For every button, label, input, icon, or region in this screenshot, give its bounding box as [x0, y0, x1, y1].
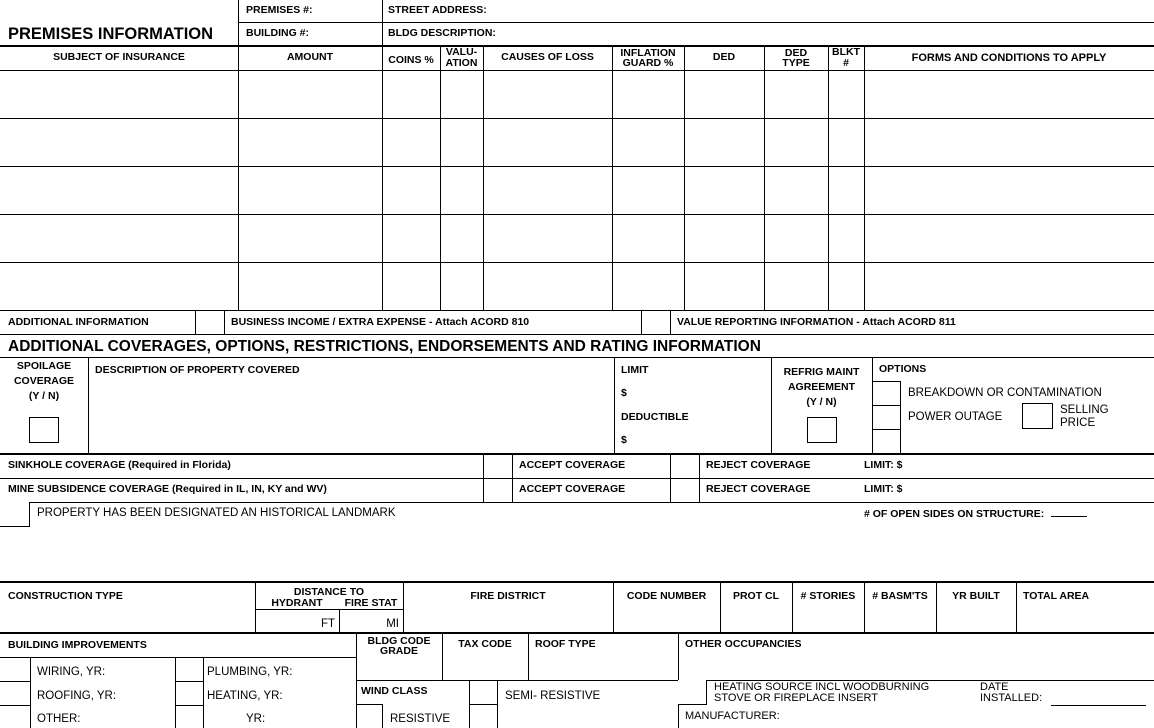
building-number-label: BUILDING #:: [246, 27, 309, 39]
divider: [684, 46, 685, 310]
divider: [469, 704, 497, 705]
bldg-code-label-2: GRADE: [380, 645, 418, 657]
divider: [0, 581, 1154, 583]
mine-reject-label: REJECT COVERAGE: [706, 483, 811, 495]
divider: [864, 46, 865, 310]
manufacturer-label: MANUFACTURER:: [685, 710, 780, 722]
tax-code-label: TAX CODE: [458, 638, 512, 650]
heating-source-checkbox[interactable]: [678, 680, 707, 705]
divider: [0, 705, 30, 706]
business-income-label: BUSINESS INCOME / EXTRA EXPENSE - Attach ACORD 810: [231, 316, 530, 328]
table-row: [0, 166, 1154, 167]
additional-coverages-title: ADDITIONAL COVERAGES, OPTIONS, RESTRICTIONS, ENDORSEMENTS AND RATING INFORMATION: [8, 338, 761, 355]
sinkhole-limit-label: LIMIT: $: [864, 459, 903, 471]
mine-accept-label: ACCEPT COVERAGE: [519, 483, 626, 495]
selling-price-label-2: PRICE: [1060, 417, 1096, 429]
stories-label: # STORIES: [800, 590, 856, 602]
col-valuation-header-1: VALU-: [445, 46, 478, 58]
semi-resistive-label: SEMI- RESISTIVE: [505, 690, 601, 702]
page-title: PREMISES INFORMATION: [8, 25, 214, 43]
divider: [872, 405, 900, 406]
divider: [238, 46, 239, 310]
hydrant-label: HYDRANT: [271, 597, 323, 609]
yr-built-label: YR BUILT: [952, 590, 1000, 602]
divider: [238, 22, 1154, 23]
divider: [641, 310, 642, 334]
other-label: OTHER:: [37, 713, 81, 725]
options-label: OPTIONS: [879, 363, 927, 375]
divider: [356, 680, 678, 681]
total-area-label: TOTAL AREA: [1023, 590, 1090, 602]
divider: [872, 381, 900, 382]
bldg-code-label-1: BLDG CODE: [367, 635, 431, 647]
col-dedtype-header-2: TYPE: [782, 57, 810, 69]
divider: [224, 310, 225, 334]
refrig-label-3: (Y / N): [806, 396, 837, 408]
sinkhole-label: SINKHOLE COVERAGE (Required in Florida): [8, 459, 231, 471]
divider: [0, 632, 1154, 634]
ft-unit: FT: [320, 618, 335, 630]
divider: [203, 657, 204, 728]
table-row: [0, 262, 1154, 263]
divider: [175, 681, 203, 682]
divider: [614, 357, 615, 453]
col-dedtype-header-1: DED: [784, 47, 808, 59]
heating-source-label-1: HEATING SOURCE INCL WOODBURNING: [714, 681, 930, 693]
limit-dollar: $: [621, 387, 627, 399]
table-row: [0, 118, 1154, 119]
resistive-checkbox[interactable]: [356, 704, 383, 728]
divider: [0, 334, 1154, 335]
value-reporting-label: VALUE REPORTING INFORMATION - Attach ACORD 811: [677, 316, 956, 328]
date-installed-label-1: DATE: [980, 681, 1009, 693]
divider: [382, 46, 383, 310]
divider: [678, 705, 1154, 706]
street-address-label: STREET ADDRESS:: [388, 4, 487, 16]
col-ded-header: DED: [712, 51, 736, 63]
divider: [0, 70, 1154, 71]
building-improvements-label: BUILDING IMPROVEMENTS: [8, 639, 147, 651]
col-subject-header: SUBJECT OF INSURANCE: [53, 51, 185, 63]
divider: [0, 310, 1154, 311]
wind-class-label: WIND CLASS: [361, 685, 428, 697]
divider: [900, 381, 901, 453]
col-inflation-header-2: GUARD %: [622, 57, 674, 69]
col-inflation-header-1: INFLATION: [620, 47, 676, 59]
date-installed-label-2: INSTALLED:: [980, 692, 1043, 704]
divider: [872, 429, 900, 430]
historical-landmark-label: PROPERTY HAS BEEN DESIGNATED AN HISTORICAL LANDMARK: [37, 507, 396, 519]
divider: [497, 680, 498, 728]
basements-label: # BASM'TS: [872, 590, 928, 602]
spoilage-checkbox[interactable]: [29, 417, 59, 443]
other-yr-label: YR:: [246, 713, 266, 725]
divider: [0, 453, 1154, 455]
divider: [0, 478, 1154, 479]
divider: [528, 633, 529, 680]
bldg-description-label: BLDG DESCRIPTION:: [388, 27, 496, 39]
divider: [483, 46, 484, 310]
deductible-dollar: $: [621, 434, 627, 446]
refrig-label-2: AGREEMENT: [787, 381, 856, 393]
premises-number-label: PREMISES #:: [246, 4, 313, 16]
col-causes-header: CAUSES OF LOSS: [501, 51, 594, 63]
divider: [0, 657, 356, 658]
fire-district-label: FIRE DISTRICT: [470, 590, 546, 602]
refrig-label-1: REFRIG MAINT: [783, 366, 860, 378]
divider: [30, 657, 31, 728]
divider: [195, 310, 196, 334]
deductible-label: DEDUCTIBLE: [621, 411, 689, 423]
divider: [88, 357, 89, 453]
col-valuation-header-2: ATION: [445, 57, 478, 69]
divider: [0, 681, 30, 682]
col-amount-header: AMOUNT: [286, 51, 334, 63]
prot-cl-label: PROT CL: [732, 590, 780, 602]
fire-stat-label: FIRE STAT: [344, 597, 398, 609]
selling-price-checkbox[interactable]: [1022, 403, 1053, 429]
divider: [255, 609, 403, 610]
historical-landmark-checkbox[interactable]: [0, 502, 30, 527]
resistive-label: RESISTIVE: [390, 713, 451, 725]
heating-source-label-2: STOVE OR FIREPLACE INSERT: [714, 692, 879, 704]
description-property-label: DESCRIPTION OF PROPERTY COVERED: [95, 364, 300, 376]
other-occupancies-label: OTHER OCCUPANCIES: [685, 638, 802, 650]
mine-subsidence-label: MINE SUBSIDENCE COVERAGE (Required in IL, IN, KY and WV): [8, 483, 327, 495]
distance-to-label: DISTANCE TO: [293, 586, 365, 598]
divider: [764, 46, 765, 310]
divider: [0, 502, 1154, 503]
refrig-checkbox[interactable]: [807, 417, 837, 443]
divider: [175, 657, 176, 728]
roof-type-label: ROOF TYPE: [535, 638, 596, 650]
sinkhole-accept-label: ACCEPT COVERAGE: [519, 459, 626, 471]
col-blkt-header-1: BLKT: [832, 46, 860, 58]
option-power-outage-label: POWER OUTAGE: [908, 411, 1003, 423]
col-forms-header: FORMS AND CONDITIONS TO APPLY: [911, 52, 1107, 64]
spoilage-label-1: SPOILAGE: [16, 360, 72, 372]
divider: [238, 0, 239, 46]
open-sides-label: # OF OPEN SIDES ON STRUCTURE:: [864, 508, 1087, 520]
additional-information-label: ADDITIONAL INFORMATION: [8, 316, 149, 328]
plumbing-label: PLUMBING, YR:: [207, 666, 293, 678]
spoilage-label-2: COVERAGE: [13, 375, 75, 387]
mi-unit: MI: [386, 618, 399, 630]
limit-label: LIMIT: [621, 364, 649, 376]
divider: [440, 46, 441, 310]
sinkhole-reject-label: REJECT COVERAGE: [706, 459, 811, 471]
wiring-label: WIRING, YR:: [37, 666, 106, 678]
divider: [670, 310, 671, 334]
divider: [1016, 583, 1017, 632]
divider: [828, 46, 829, 310]
mine-limit-label: LIMIT: $: [864, 483, 903, 495]
construction-type-label: CONSTRUCTION TYPE: [8, 590, 123, 602]
col-blkt-header-2: #: [843, 57, 849, 69]
divider: [0, 45, 1154, 47]
selling-price-label-1: SELLING: [1060, 404, 1109, 416]
spoilage-label-3: (Y / N): [28, 390, 60, 402]
divider: [175, 705, 203, 706]
open-sides-field[interactable]: [1051, 516, 1087, 517]
table-row: [0, 214, 1154, 215]
col-coins-header: COINS %: [388, 54, 434, 66]
option-breakdown-label: BREAKDOWN OR CONTAMINATION: [908, 387, 1102, 399]
code-number-label: CODE NUMBER: [626, 590, 707, 602]
heating-label: HEATING, YR:: [207, 690, 283, 702]
divider: [0, 357, 1154, 358]
roofing-label: ROOFING, YR:: [37, 690, 117, 702]
divider: [382, 0, 383, 46]
divider: [612, 46, 613, 310]
